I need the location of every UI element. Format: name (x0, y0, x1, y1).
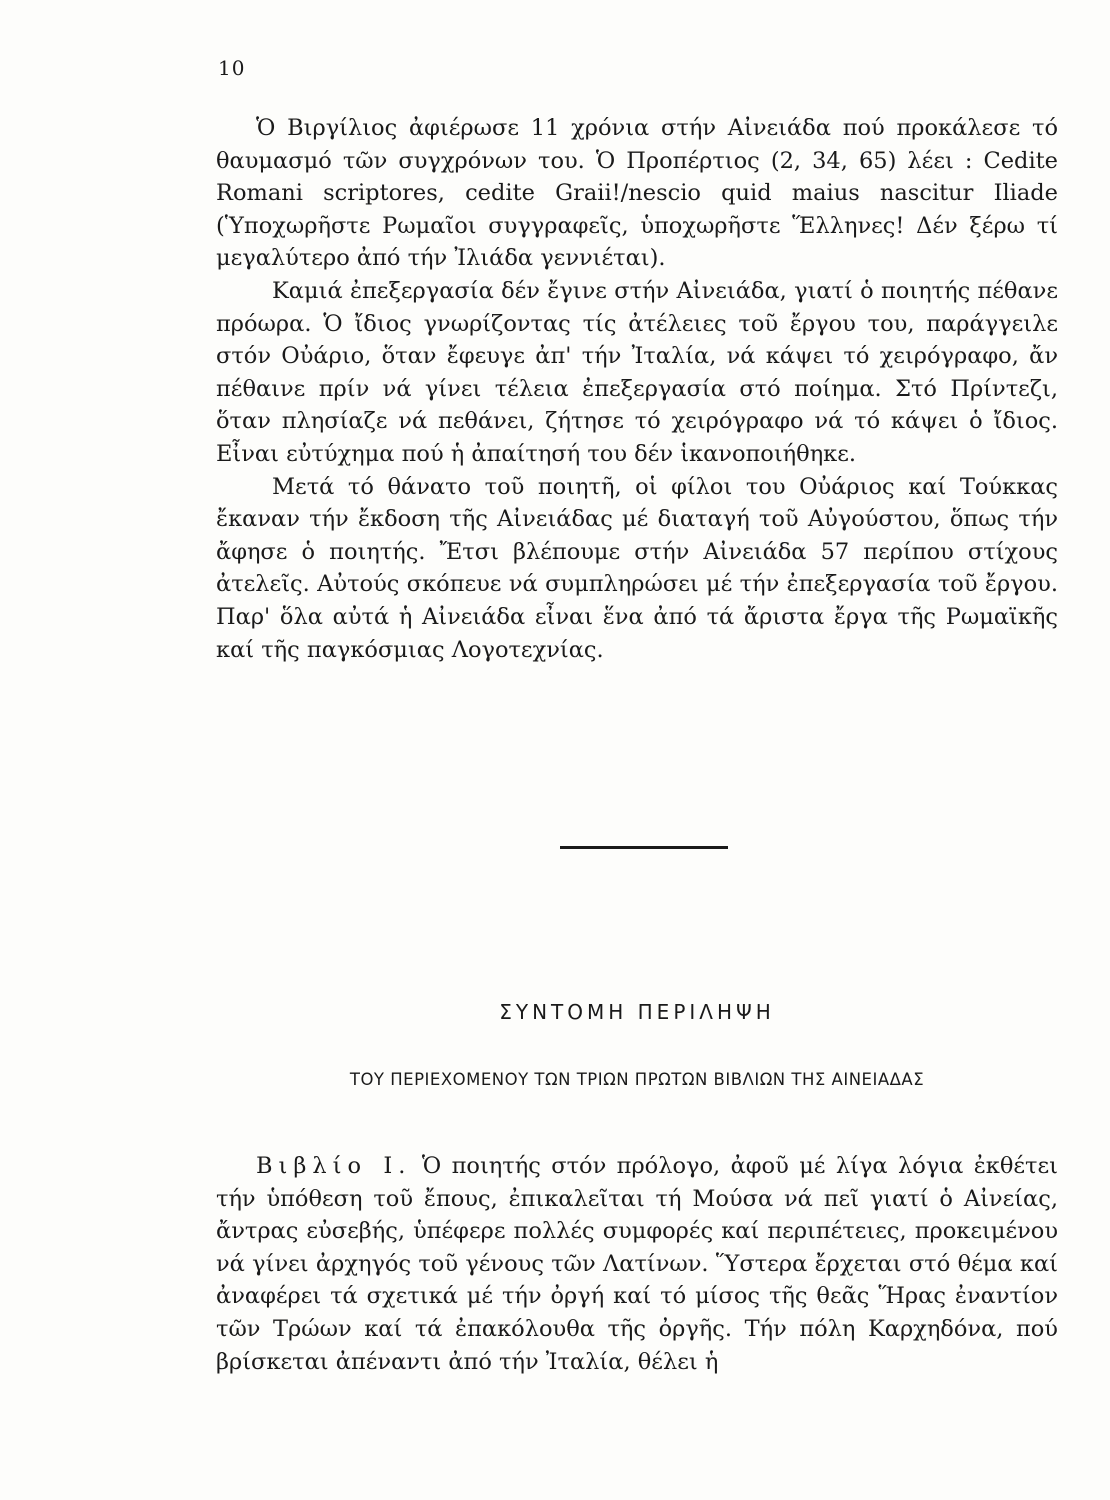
book-summary (216, 1150, 1058, 1378)
page-number: 10 (218, 56, 246, 80)
paragraph-propertius: Ὁ Βιργίλιος ἀφιέρωσε 11 χρόνια στήν Αἰνειάδα πού προκάλεσε τό θαυμασμό τῶν συγχρόνων του. Ὁ Προπέρτιος (2, 34, 65) λέει : Cedite Romani scriptores, cedite Graii!/nescio quid maius nascitur Iliade (Ὑποχωρῆστε Ρωμαῖοι συγγραφεῖς, ὑποχωρῆστε Ἕλληνες! Δέν ξέρω τί μεγαλύτερο ἀπό τήν Ἰλιάδα γεννιέται). (216, 115, 1058, 272)
book-one-text: Ὁ ποιητής στόν πρόλογο, ἀφοῦ μέ λίγα λόγια ἐκθέτει τήν ὑπόθεση τοῦ ἔπους, ἐπικαλεῖται τή Μούσα νά πεῖ γιατί ὁ Αἰνείας, ἄντρας εὐσεβής, ὑπέφερε πολλές συμφορές καί περιπέτειες, προκειμένου νά γίνει ἀρχηγός τοῦ γένους τῶν Λατίνων. Ὕστερα ἔρχεται στό θέμα καί ἀναφέρει τά σχετικά μέ τήν ὀργή καί τό μίσος τῆς θεᾶς Ἥρας ἐναντίον τῶν Τρώων καί τά ἐπακόλουθα τῆς ὀργῆς. Τήν πόλη Καρχηδόνα, πού βρίσκεται ἀπέναντι ἀπό τήν Ἰταλία, θέλει ἡ (216, 1153, 1058, 1375)
paragraph-revision: Καμιά ἐπεξεργασία δέν ἔγινε στήν Αἰνειάδα, γιατί ὁ ποιητής πέθανε πρόωρα. Ὁ ἴδιος γνωρίζοντας τίς ἀτέλειες τοῦ ἔργου του, παράγγειλε στόν Οὐάριο, ὅταν ἔφευγε ἀπ' τήν Ἰταλία, νά κάψει τό χειρόγραφο, ἄν πέθαινε πρίν νά γίνει τέλεια ἐπεξεργασία στό ποίημα. Στό Πρίντεζι, ὅταν πλησίαζε νά πεθάνει, ζήτησε τό χειρόγραφο νά τό κάψει ὁ ἴδιος. Εἶναι εὐτύχημα πού ἡ ἀπαίτησή του δέν ἱκανοποιήθηκε. (216, 277, 1058, 467)
summary-heading: ΣΥΝΤΟΜΗ ΠΕΡΙΛΗΨΗ (499, 1000, 775, 1024)
section-divider (560, 846, 728, 849)
summary-subheading: ΤΟΥ ΠΕΡΙΕΧΟΜΕΝΟΥ ΤΩΝ ΤΡΙΩΝ ΠΡΩΤΩΝ ΒΙΒΛΙΩΝ ΤΗΣ ΑΙΝΕΙΑΔΑΣ (349, 1070, 925, 1089)
paragraph-book-one (216, 1150, 1058, 1378)
paragraph-publication: Μετά τό θάνατο τοῦ ποιητῆ, οἱ φίλοι του Οὐάριος καί Τούκκας ἔκαναν τήν ἔκδοση τῆς Αἰνειάδας μέ διαταγή τοῦ Αὐγούστου, ὅπως τήν ἄφησε ὁ ποιητής. Ἔτσι βλέπουμε στήν Αἰνειάδα 57 περίπου στίχους ἀτελεῖς. Αὐτούς σκόπευε νά συμπληρώσει μέ τήν ἐπεξεργασία τοῦ ἔργου. Παρ' ὅλα αὐτά ἡ Αἰνειάδα εἶναι ἕνα ἀπό τά ἄριστα ἔργα τῆς Ρωμαϊκῆς καί τῆς παγκόσμιας Λογοτεχνίας. (216, 473, 1058, 663)
book-one-label: Βιβλίο Ι. (256, 1153, 412, 1179)
intro-text (216, 112, 1058, 666)
